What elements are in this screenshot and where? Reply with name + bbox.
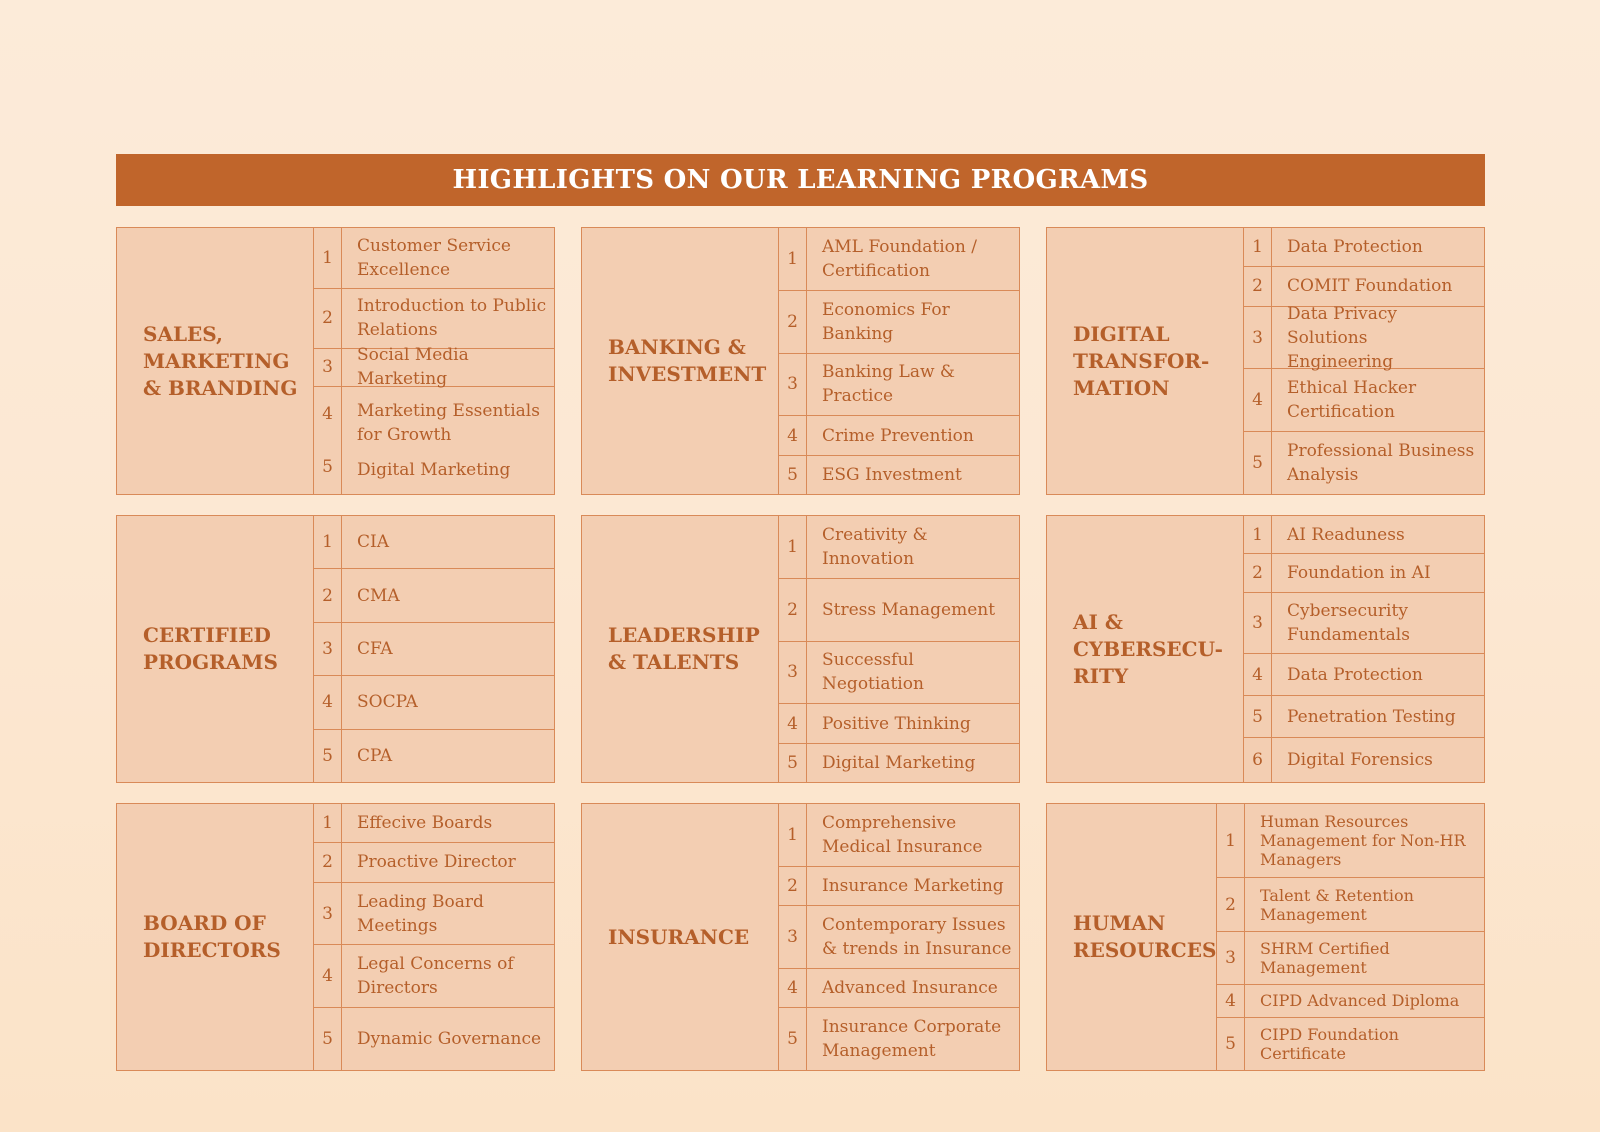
item-number: 1	[314, 804, 342, 842]
list-item	[1244, 554, 1484, 592]
item-label-group	[342, 387, 554, 494]
item-number: 2	[1244, 554, 1272, 591]
item-label: Marketing Essentials for Growth	[357, 400, 540, 445]
item-number: 2	[779, 867, 807, 905]
item-label: Digital Marketing	[357, 460, 511, 481]
item-number: 3	[779, 906, 807, 968]
item-label: Introduction to Public Relations	[357, 296, 547, 341]
program-card-human-resources	[1046, 803, 1485, 1071]
item-number: 5	[1244, 432, 1272, 494]
item-label: SOCPA	[357, 692, 418, 713]
category-title: INSURANCE	[582, 804, 779, 1070]
item-label: Positive Thinking	[822, 713, 971, 734]
list-item	[314, 387, 554, 494]
category-title: AI & CYBERSECU-RITY	[1047, 516, 1244, 782]
item-number: 3	[314, 883, 342, 945]
item-label: ESG Investment	[822, 464, 962, 485]
item-number: 4	[1244, 654, 1272, 695]
item-number: 1	[314, 228, 342, 288]
item-label: Advanced Insurance	[822, 978, 998, 999]
item-label: Crime Prevention	[822, 425, 974, 446]
item-number: 4	[322, 403, 333, 424]
list-item	[314, 945, 554, 1008]
item-label: Data Privacy Solutions Engineering	[1287, 303, 1398, 372]
list-item	[1217, 878, 1484, 931]
list-item	[779, 516, 1019, 579]
programs-grid	[116, 227, 1485, 1071]
item-label: COMIT Foundation	[1287, 276, 1453, 297]
list-item	[1217, 932, 1484, 985]
program-card-sales-marketing-branding	[116, 227, 555, 495]
item-label: CIPD Advanced Diploma	[1260, 991, 1460, 1011]
item-label: Stress Management	[822, 599, 996, 620]
program-card-ai-cybersecurity	[1046, 515, 1485, 783]
item-number: 5	[1244, 696, 1272, 737]
item-number: 4	[314, 676, 342, 728]
item-label: Data Protection	[1287, 664, 1423, 685]
program-list	[314, 516, 554, 782]
list-item	[779, 291, 1019, 354]
item-number: 1	[1244, 516, 1272, 553]
item-number: 2	[779, 291, 807, 353]
page-title: HIGHLIGHTS ON OUR LEARNING PROGRAMS	[116, 154, 1485, 206]
item-number: 2	[314, 289, 342, 349]
item-label: Insurance Corporate Management	[822, 1017, 1002, 1062]
program-card-certified-programs	[116, 515, 555, 783]
item-label: Proactive Director	[357, 852, 516, 873]
item-number: 5	[322, 457, 333, 478]
list-item	[1244, 738, 1484, 782]
item-number: 2	[314, 569, 342, 621]
program-list	[779, 228, 1019, 494]
list-item	[779, 704, 1019, 743]
program-card-leadership-talents	[581, 515, 1020, 783]
item-label: Social Media Marketing	[357, 345, 469, 390]
list-item	[779, 642, 1019, 705]
program-list	[314, 804, 554, 1070]
list-item	[779, 579, 1019, 642]
item-number: 1	[1217, 804, 1245, 877]
item-number: 3	[779, 354, 807, 416]
item-label: AML Foundation / Certification	[822, 236, 977, 281]
category-title: CERTIFIED PROGRAMS	[117, 516, 314, 782]
program-card-digital-transformation	[1046, 227, 1485, 495]
item-label: Economics For Banking	[822, 299, 950, 344]
list-item	[1244, 654, 1484, 696]
item-number: 2	[1244, 267, 1272, 305]
item-label: SHRM Certified Management	[1260, 938, 1390, 977]
item-number: 4	[1217, 985, 1245, 1016]
item-number: 3	[314, 349, 342, 386]
list-item	[1244, 369, 1484, 432]
item-label: Professional Business Analysis	[1287, 441, 1475, 486]
list-item	[314, 843, 554, 882]
item-label: Effecive Boards	[357, 813, 493, 834]
item-label: Successful Negotiation	[822, 650, 924, 695]
list-item	[314, 289, 554, 350]
item-number: 4	[779, 704, 807, 742]
category-title: SALES, MARKETING & BRANDING	[117, 228, 314, 494]
item-number: 5	[314, 1008, 342, 1070]
item-number: 3	[314, 623, 342, 675]
list-item	[314, 804, 554, 843]
item-number: 5	[779, 456, 807, 494]
list-item	[1244, 516, 1484, 554]
item-number: 3	[1217, 932, 1245, 984]
item-number: 3	[1244, 593, 1272, 653]
item-number: 4	[314, 945, 342, 1007]
item-number: 4	[1244, 369, 1272, 431]
list-item	[779, 456, 1019, 494]
list-item	[1244, 696, 1484, 738]
item-number: 2	[779, 579, 807, 641]
list-item	[1244, 303, 1484, 372]
item-label: Contemporary Issues & trends in Insurance	[822, 915, 1012, 959]
item-label: Digital Marketing	[822, 752, 976, 773]
list-item	[314, 730, 554, 782]
item-label: Leading Board Meetings	[357, 891, 484, 936]
list-item	[314, 228, 554, 289]
list-item	[1217, 985, 1484, 1017]
program-list	[1244, 516, 1484, 782]
item-number: 1	[779, 804, 807, 866]
item-number: 2	[1217, 878, 1245, 930]
category-title: BANKING & INVESTMENT	[582, 228, 779, 494]
item-number: 3	[1244, 307, 1272, 369]
list-item	[1244, 432, 1484, 494]
program-list	[779, 804, 1019, 1070]
category-title: DIGITAL TRANSFOR-MATION	[1047, 228, 1244, 494]
item-label: Cybersecurity Fundamentals	[1287, 601, 1410, 646]
list-item	[314, 569, 554, 622]
item-number: 1	[314, 516, 342, 568]
program-list	[779, 516, 1019, 782]
item-number: 4	[779, 969, 807, 1007]
list-item	[1244, 228, 1484, 267]
category-title: HUMAN RESOURCES	[1047, 804, 1217, 1070]
list-item	[779, 867, 1019, 906]
item-number: 5	[779, 744, 807, 782]
item-label: Banking Law & Practice	[822, 362, 956, 407]
item-label: Comprehensive Medical Insurance	[822, 812, 983, 857]
list-item	[779, 354, 1019, 417]
item-number: 1	[1244, 228, 1272, 266]
program-list	[1244, 228, 1484, 494]
list-item	[314, 516, 554, 569]
item-number: 5	[314, 730, 342, 782]
item-label: Data Protection	[1287, 237, 1423, 258]
item-number-group	[314, 387, 342, 494]
list-item	[779, 969, 1019, 1008]
list-item	[1244, 593, 1484, 654]
item-label: CIPD Foundation Certificate	[1260, 1024, 1399, 1063]
list-item	[779, 744, 1019, 782]
item-number: 4	[779, 416, 807, 454]
item-label: Human Resources Management for Non-HR Managers	[1260, 812, 1466, 870]
item-number: 1	[779, 228, 807, 290]
item-label: Talent & Retention Management	[1260, 885, 1414, 924]
program-card-insurance	[581, 803, 1020, 1071]
item-label: CPA	[357, 745, 393, 766]
program-card-board-of-directors	[116, 803, 555, 1071]
item-label: Legal Concerns of Directors	[357, 954, 514, 999]
item-label: Ethical Hacker Certification	[1287, 378, 1417, 423]
item-label: Insurance Marketing	[822, 875, 1004, 896]
item-number: 3	[779, 642, 807, 704]
program-card-banking-investment	[581, 227, 1020, 495]
category-title: LEADERSHIP & TALENTS	[582, 516, 779, 782]
item-label: Dynamic Governance	[357, 1029, 542, 1050]
list-item	[314, 1008, 554, 1070]
list-item	[779, 906, 1019, 969]
program-list	[1217, 804, 1484, 1070]
list-item	[779, 804, 1019, 867]
list-item	[314, 623, 554, 676]
category-title: BOARD OF DIRECTORS	[117, 804, 314, 1070]
list-item	[1217, 1018, 1484, 1070]
item-label: CFA	[357, 639, 393, 660]
item-number: 5	[779, 1008, 807, 1070]
item-label: CIA	[357, 532, 389, 553]
program-list	[314, 228, 554, 494]
item-label: Customer Service Excellence	[357, 235, 511, 280]
list-item	[314, 883, 554, 946]
item-number: 1	[779, 516, 807, 578]
item-number: 2	[314, 843, 342, 881]
item-label: AI Readuness	[1287, 524, 1405, 545]
list-item	[314, 676, 554, 729]
list-item	[779, 228, 1019, 291]
list-item	[779, 1008, 1019, 1070]
item-number: 6	[1244, 738, 1272, 782]
list-item	[1217, 804, 1484, 878]
item-label: Penetration Testing	[1287, 706, 1456, 727]
item-label: Creativity & Innovation	[822, 524, 928, 569]
item-label: Digital Forensics	[1287, 750, 1433, 771]
item-number: 5	[1217, 1018, 1245, 1070]
list-item	[314, 345, 554, 390]
item-label: CMA	[357, 585, 400, 606]
list-item	[779, 416, 1019, 455]
item-label: Foundation in AI	[1287, 563, 1431, 584]
